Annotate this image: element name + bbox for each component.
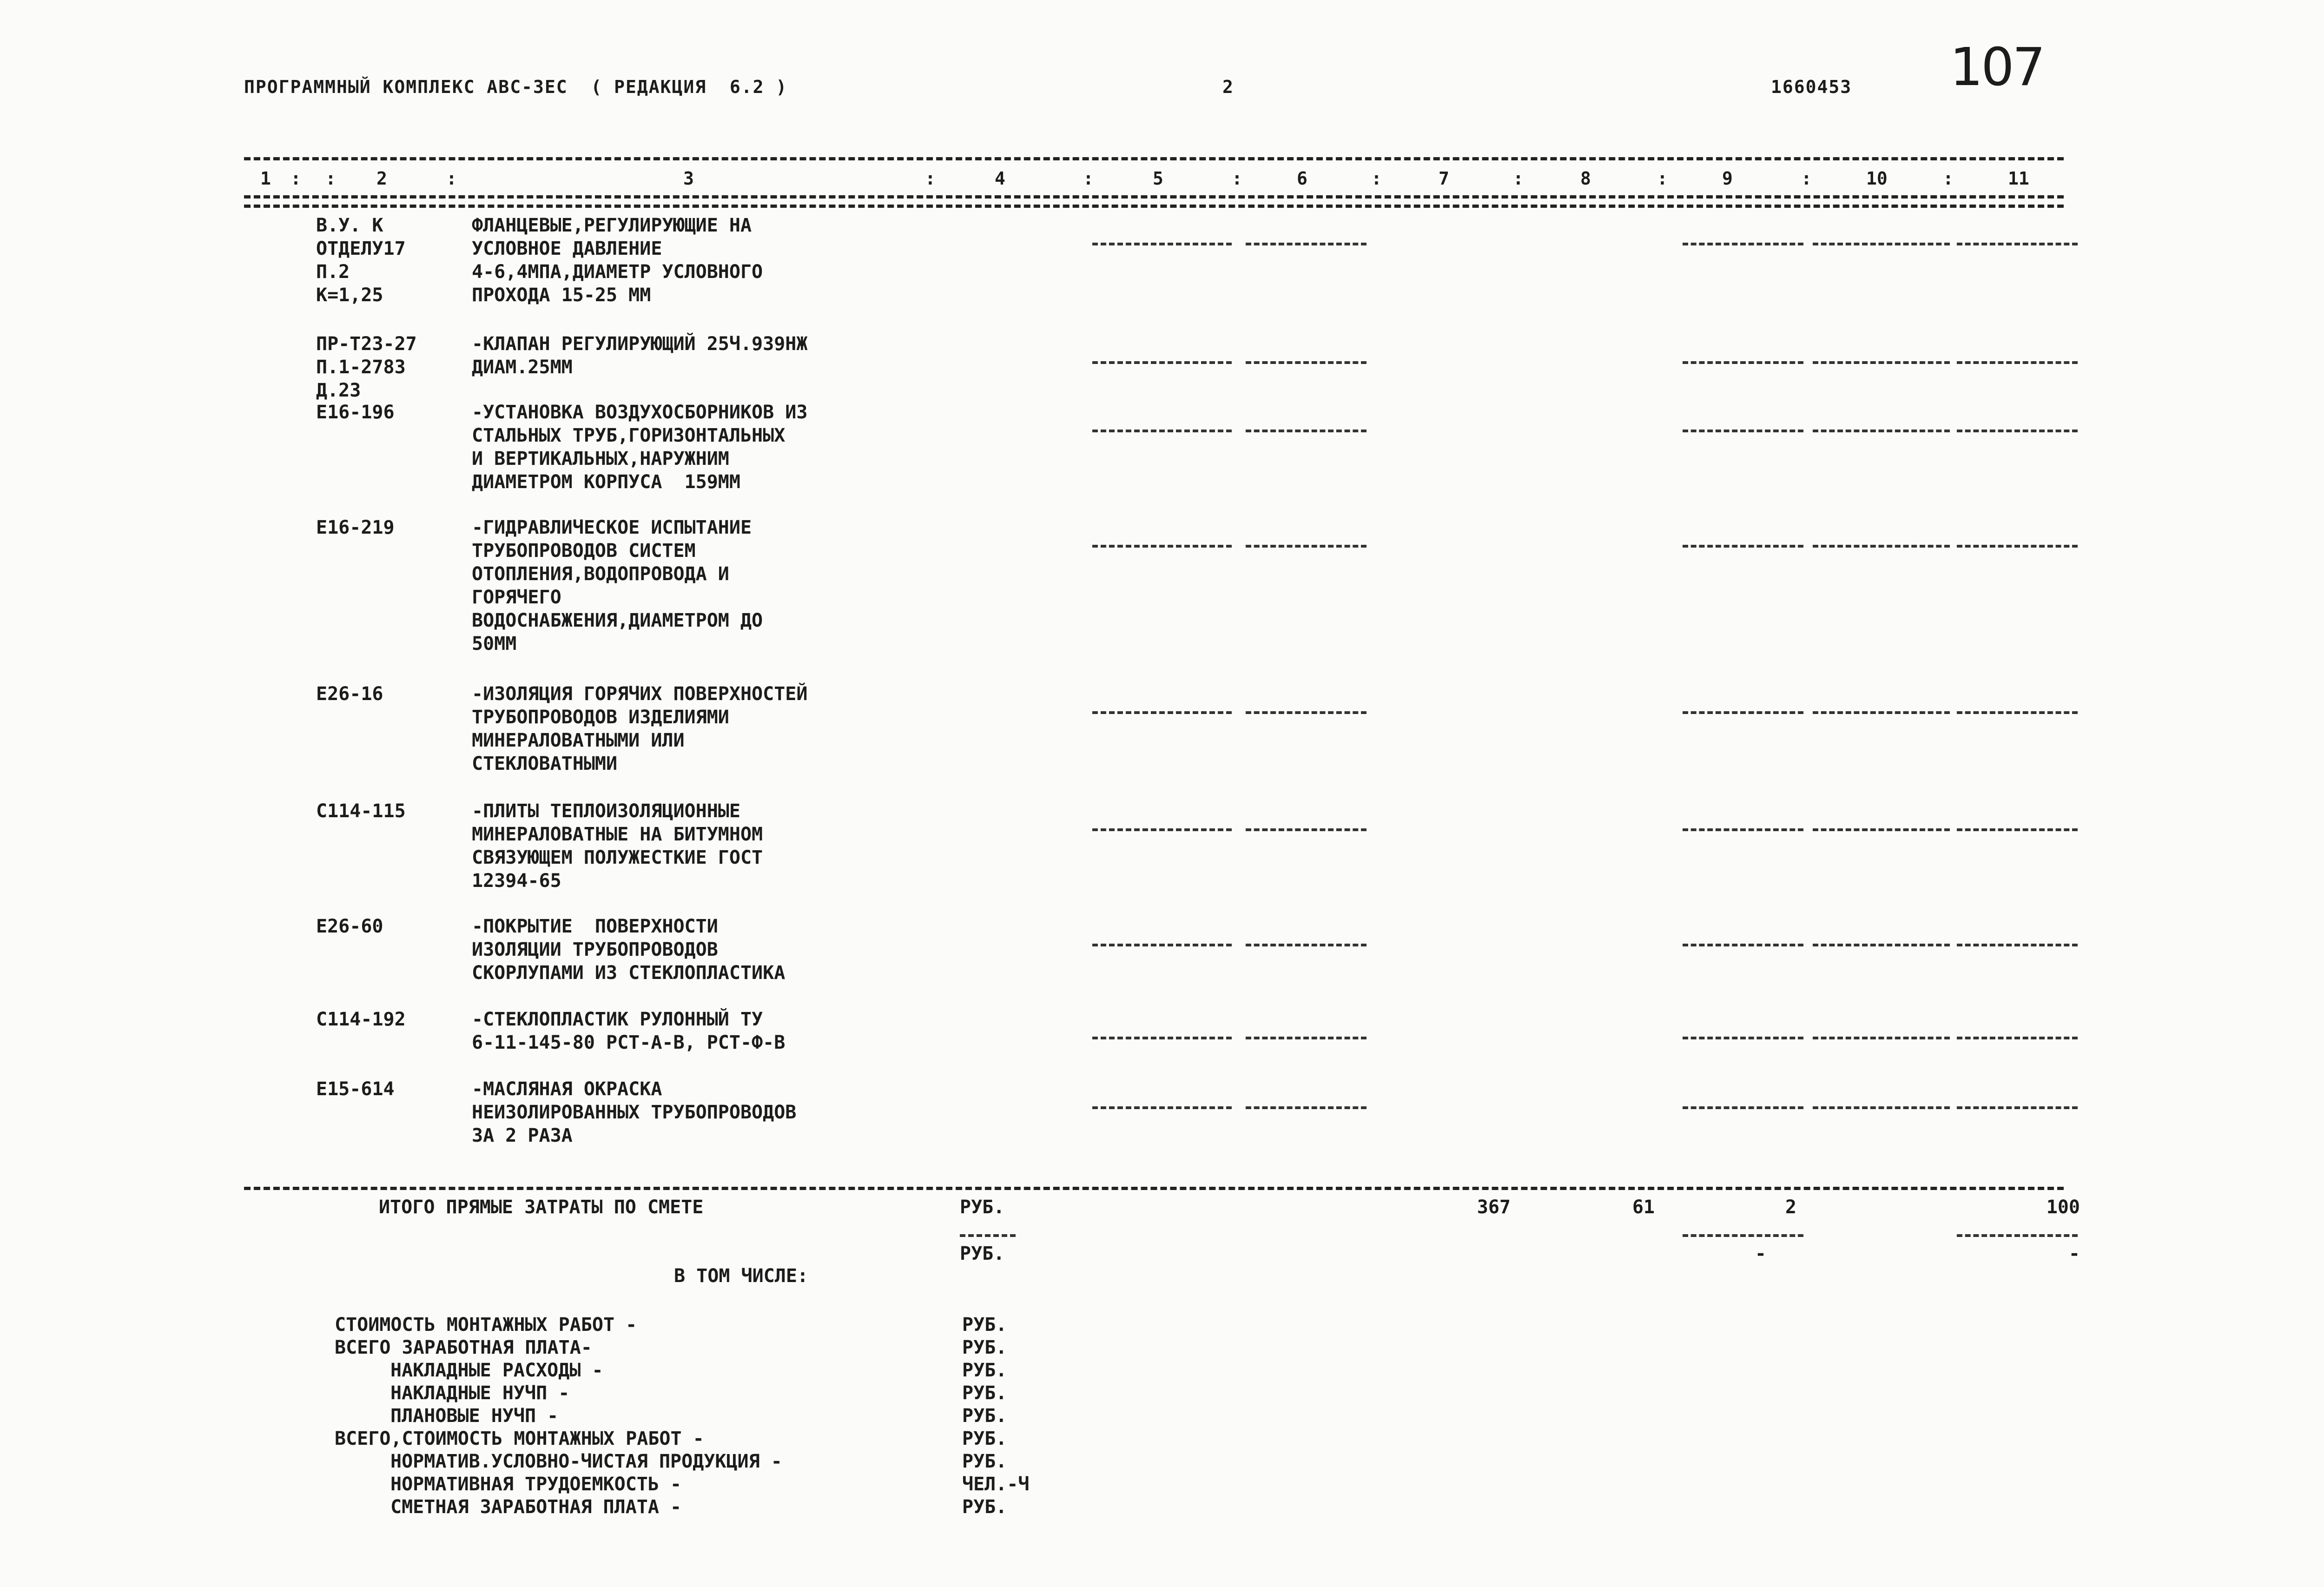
including-label: В ТОМ ЧИСЛЕ: xyxy=(674,1265,808,1287)
cell-divider xyxy=(1246,1106,1367,1109)
work-description: СТАЛЬНЫХ ТРУБ,ГОРИЗОНТАЛЬНЫХ xyxy=(472,425,786,446)
work-description: ТРУБОПРОВОДОВ СИСТЕМ xyxy=(472,540,696,562)
column-separator: : xyxy=(925,168,936,189)
header-rule-2 xyxy=(244,205,2064,208)
column-separator: : xyxy=(1801,168,1812,189)
summary-unit: РУБ. xyxy=(962,1451,1007,1472)
work-description: ОТОПЛЕНИЯ,ВОДОПРОВОДА И xyxy=(472,563,729,585)
resource-code: П.1-2783 xyxy=(316,357,406,378)
work-description: 12394-65 xyxy=(472,870,561,892)
cell-divider xyxy=(1813,243,1950,245)
summary-unit: РУБ. xyxy=(962,1428,1007,1449)
summary-unit: РУБ. xyxy=(962,1314,1007,1336)
resource-code: Е26-60 xyxy=(316,916,383,937)
cell-divider xyxy=(1813,545,1950,548)
cell-divider xyxy=(1683,430,1803,432)
work-description: 50ММ xyxy=(472,633,517,655)
resource-code: ПР-Т23-27 xyxy=(316,333,417,355)
column-separator: : xyxy=(325,168,336,189)
resource-code: Е26-16 xyxy=(316,683,383,705)
totals-c7: 367 xyxy=(1477,1197,1511,1218)
cell-divider xyxy=(1092,545,1232,548)
work-description: -ГИДРАВЛИЧЕСКОЕ ИСПЫТАНИЕ xyxy=(472,517,752,538)
work-description: ВОДОСНАБЖЕНИЯ,ДИАМЕТРОМ ДО xyxy=(472,610,763,631)
cell-divider xyxy=(1246,711,1367,714)
summary-unit: РУБ. xyxy=(962,1405,1007,1427)
column-header-1: 1 xyxy=(260,168,271,189)
document-number: 1660453 xyxy=(1771,77,1852,97)
work-description: 4-6,4МПА,ДИАМЕТР УСЛОВНОГО xyxy=(472,261,763,283)
work-description: ЗА 2 РАЗА xyxy=(472,1125,573,1146)
work-description: -КЛАПАН РЕГУЛИРУЮЩИЙ 25Ч.939НЖ xyxy=(472,333,808,355)
resource-code: П.2 xyxy=(316,261,350,283)
work-description: СКОРЛУПАМИ ИЗ СТЕКЛОПЛАСТИКА xyxy=(472,962,786,984)
totals-c8: 61 xyxy=(1632,1197,1655,1218)
totals-label: ИТОГО ПРЯМЫЕ ЗАТРАТЫ ПО СМЕТЕ xyxy=(379,1197,704,1218)
resource-code: ОТДЕЛУ17 xyxy=(316,238,406,259)
work-description: МИНЕРАЛОВАТНЫЕ НА БИТУМНОМ xyxy=(472,824,763,845)
work-description: ДИАМ.25ММ xyxy=(472,357,573,378)
cell-divider xyxy=(1246,828,1367,831)
column-separator: : xyxy=(1513,168,1524,189)
summary-unit: РУБ. xyxy=(962,1496,1007,1518)
column-separator: : xyxy=(1943,168,1954,189)
totals-divider xyxy=(1683,1234,1803,1237)
summary-unit: ЧЕЛ.-Ч xyxy=(962,1474,1030,1495)
work-description: УСЛОВНОЕ ДАВЛЕНИЕ xyxy=(472,238,662,259)
summary-unit: РУБ. xyxy=(962,1360,1007,1381)
column-separator: : xyxy=(1371,168,1382,189)
work-description: ГОРЯЧЕГО xyxy=(472,587,561,608)
cell-divider xyxy=(1957,828,2078,831)
cell-divider xyxy=(1246,944,1367,946)
summary-label: ВСЕГО ЗАРАБОТНАЯ ПЛАТА- xyxy=(335,1337,592,1358)
cell-divider xyxy=(1813,1037,1950,1039)
cell-divider xyxy=(1092,243,1232,245)
summary-unit: РУБ. xyxy=(962,1337,1007,1358)
totals-c11b: - xyxy=(2068,1243,2080,1264)
work-description: СВЯЗУЮЩЕМ ПОЛУЖЕСТКИЕ ГОСТ xyxy=(472,847,763,868)
column-separator: : xyxy=(446,168,457,189)
cell-divider xyxy=(1813,1106,1950,1109)
cell-divider xyxy=(1813,361,1950,364)
cell-divider xyxy=(1092,944,1232,946)
column-header-4: 4 xyxy=(995,168,1005,189)
totals-c11: 100 xyxy=(2046,1197,2080,1218)
cell-divider xyxy=(1683,1106,1803,1109)
resource-code: С114-115 xyxy=(316,800,406,822)
summary-label: НАКЛАДНЫЕ НУЧП - xyxy=(390,1382,570,1404)
work-description: 6-11-145-80 РСТ-А-В, РСТ-Ф-В xyxy=(472,1032,786,1053)
column-header-3: 3 xyxy=(683,168,694,189)
cell-divider xyxy=(1683,361,1803,364)
column-separator: : xyxy=(1083,168,1094,189)
column-header-7: 7 xyxy=(1439,168,1449,189)
summary-label: СТОИМОСТЬ МОНТАЖНЫХ РАБОТ - xyxy=(335,1314,637,1336)
work-description: СТЕКЛОВАТНЫМИ xyxy=(472,753,618,774)
totals-unit: РУБ. xyxy=(960,1197,1005,1218)
totals-unit-divider xyxy=(960,1234,1016,1237)
resource-code: С114-192 xyxy=(316,1009,406,1030)
summary-label: ПЛАНОВЫЕ НУЧП - xyxy=(390,1405,559,1427)
work-description: ТРУБОПРОВОДОВ ИЗДЕЛИЯМИ xyxy=(472,707,729,728)
work-description: ФЛАНЦЕВЫЕ,РЕГУЛИРУЮЩИЕ НА xyxy=(472,215,752,236)
work-description: НЕИЗОЛИРОВАННЫХ ТРУБОПРОВОДОВ xyxy=(472,1102,797,1123)
cell-divider xyxy=(1957,430,2078,432)
resource-code: Е16-219 xyxy=(316,517,395,538)
column-header-2: 2 xyxy=(376,168,387,189)
cell-divider xyxy=(1813,944,1950,946)
column-header-10: 10 xyxy=(1866,168,1888,189)
totals-c9: 2 xyxy=(1785,1197,1796,1218)
cell-divider xyxy=(1246,243,1367,245)
cell-divider xyxy=(1957,944,2078,946)
cell-divider xyxy=(1092,828,1232,831)
totals-unit-2: РУБ. xyxy=(960,1243,1005,1264)
column-header-11: 11 xyxy=(2008,168,2029,189)
summary-unit: РУБ. xyxy=(962,1382,1007,1404)
top-rule xyxy=(244,157,2064,160)
cell-divider xyxy=(1246,1037,1367,1039)
resource-code: Е15-614 xyxy=(316,1078,395,1100)
column-header-5: 5 xyxy=(1153,168,1163,189)
cell-divider xyxy=(1813,828,1950,831)
column-separator: : xyxy=(1232,168,1242,189)
cell-divider xyxy=(1092,711,1232,714)
cell-divider xyxy=(1246,545,1367,548)
cell-divider xyxy=(1957,361,2078,364)
work-description: -МАСЛЯНАЯ ОКРАСКА xyxy=(472,1078,662,1100)
cell-divider xyxy=(1683,944,1803,946)
work-description: МИНЕРАЛОВАТНЫМИ ИЛИ xyxy=(472,730,685,751)
work-description: И ВЕРТИКАЛЬНЫХ,НАРУЖНИМ xyxy=(472,448,729,469)
cell-divider xyxy=(1957,243,2078,245)
work-description: -СТЕКЛОПЛАСТИК РУЛОННЫЙ ТУ xyxy=(472,1009,763,1030)
work-description: -ИЗОЛЯЦИЯ ГОРЯЧИХ ПОВЕРХНОСТЕЙ xyxy=(472,683,808,705)
work-description: -ПЛИТЫ ТЕПЛОИЗОЛЯЦИОННЫЕ xyxy=(472,800,740,822)
work-description: -ПОКРЫТИЕ ПОВЕРХНОСТИ xyxy=(472,916,718,937)
column-header-6: 6 xyxy=(1297,168,1307,189)
work-description: ДИАМЕТРОМ КОРПУСА 159ММ xyxy=(472,471,740,493)
summary-label: НОРМАТИВ.УСЛОВНО-ЧИСТАЯ ПРОДУКЦИЯ - xyxy=(390,1451,782,1472)
program-title: ПРОГРАММНЫЙ КОМПЛЕКС АВС-ЗЕС ( РЕДАКЦИЯ 6.2 ) xyxy=(244,77,788,97)
page-number: 2 xyxy=(1222,77,1234,97)
column-header-9: 9 xyxy=(1722,168,1733,189)
header-rule xyxy=(244,195,2064,198)
cell-divider xyxy=(1683,711,1803,714)
handwritten-sheet-number: 107 xyxy=(1950,37,2044,98)
work-description: ИЗОЛЯЦИИ ТРУБОПРОВОДОВ xyxy=(472,939,718,960)
cell-divider xyxy=(1957,711,2078,714)
cell-divider xyxy=(1246,430,1367,432)
totals-rule xyxy=(244,1187,2064,1190)
cell-divider xyxy=(1957,1037,2078,1039)
cell-divider xyxy=(1683,545,1803,548)
cell-divider xyxy=(1683,243,1803,245)
resource-code: Е16-196 xyxy=(316,402,395,423)
cell-divider xyxy=(1092,430,1232,432)
cell-divider xyxy=(1813,711,1950,714)
totals-c9b: - xyxy=(1755,1243,1766,1264)
cell-divider xyxy=(1683,1037,1803,1039)
summary-label: СМЕТНАЯ ЗАРАБОТНАЯ ПЛАТА - xyxy=(390,1496,682,1518)
summary-label: ВСЕГО,СТОИМОСТЬ МОНТАЖНЫХ РАБОТ - xyxy=(335,1428,704,1449)
cell-divider xyxy=(1957,1106,2078,1109)
column-separator: : xyxy=(290,168,301,189)
work-description: -УСТАНОВКА ВОЗДУХОСБОРНИКОВ ИЗ xyxy=(472,402,808,423)
cell-divider xyxy=(1092,1037,1232,1039)
resource-code: В.У. К xyxy=(316,215,383,236)
cell-divider xyxy=(1092,1106,1232,1109)
column-header-8: 8 xyxy=(1580,168,1591,189)
summary-label: НАКЛАДНЫЕ РАСХОДЫ - xyxy=(390,1360,603,1381)
cell-divider xyxy=(1813,430,1950,432)
column-separator: : xyxy=(1657,168,1668,189)
cell-divider xyxy=(1246,361,1367,364)
resource-code: Д.23 xyxy=(316,380,361,401)
work-description: ПРОХОДА 15-25 ММ xyxy=(472,284,651,306)
cell-divider xyxy=(1092,361,1232,364)
cell-divider xyxy=(1957,545,2078,548)
cell-divider xyxy=(1683,828,1803,831)
summary-label: НОРМАТИВНАЯ ТРУДОЕМКОСТЬ - xyxy=(390,1474,682,1495)
totals-divider xyxy=(1957,1234,2078,1237)
resource-code: К=1,25 xyxy=(316,284,383,306)
